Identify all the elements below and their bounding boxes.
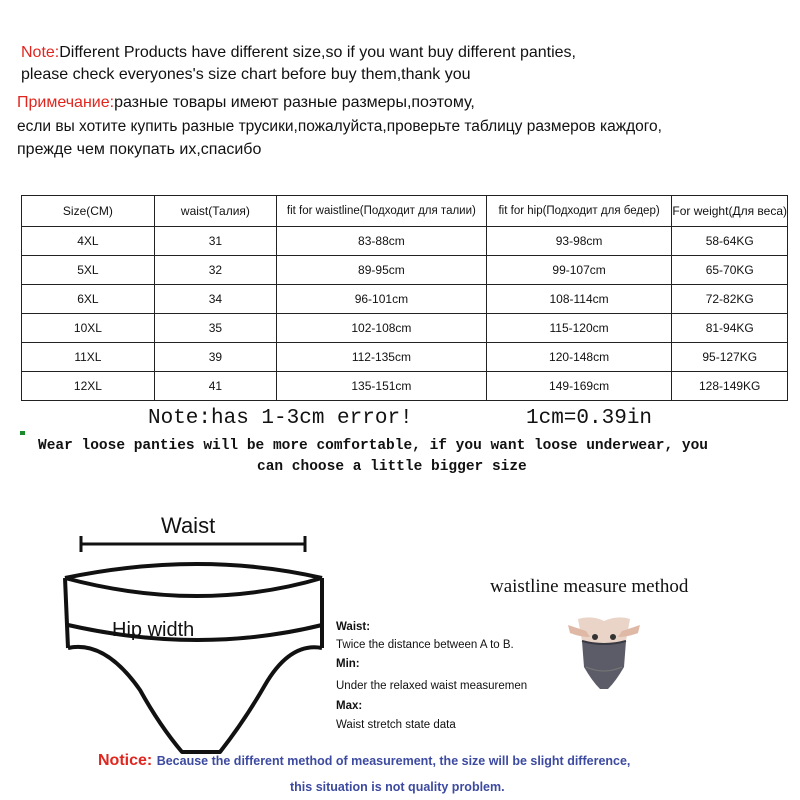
table-row bbox=[22, 227, 788, 256]
max-title: Max: bbox=[336, 700, 363, 712]
russian-note-text-1: разные товары имеют разные размеры,поэтому, bbox=[114, 94, 475, 111]
waist-title: Waist: bbox=[336, 621, 371, 633]
table-cell: 34 bbox=[154, 285, 276, 314]
max-description: Waist stretch state data bbox=[336, 719, 456, 731]
table-row bbox=[22, 314, 788, 343]
hip-width-label: Hip width bbox=[112, 619, 195, 641]
green-mark bbox=[20, 431, 25, 435]
table-row bbox=[22, 256, 788, 285]
notice-line-1 bbox=[98, 752, 630, 770]
header-waist: waist(Талия) bbox=[154, 196, 276, 227]
table-cell: 6XL bbox=[22, 285, 155, 314]
notice-line-2: this situation is not quality problem. bbox=[290, 780, 505, 794]
table-cell: 135-151cm bbox=[277, 372, 487, 401]
table-cell: 112-135cm bbox=[277, 343, 487, 372]
table-row bbox=[22, 285, 788, 314]
table-cell: 12XL bbox=[22, 372, 155, 401]
error-note: Note:has 1-3cm error! bbox=[148, 407, 413, 430]
method-title: waistline measure method bbox=[490, 576, 689, 597]
table-cell: 95-127KG bbox=[672, 343, 788, 372]
header-weight: For weight(Для веса) bbox=[672, 196, 788, 227]
table-row bbox=[22, 343, 788, 372]
table-cell: 58-64KG bbox=[672, 227, 788, 256]
english-note-line-1 bbox=[21, 42, 576, 64]
table-cell: 83-88cm bbox=[277, 227, 487, 256]
loose-note-line-2: can choose a little bigger size bbox=[257, 459, 527, 475]
notice-label: Notice: bbox=[98, 752, 153, 769]
russian-note-label: Примечание: bbox=[17, 94, 115, 111]
table-cell: 11XL bbox=[22, 343, 155, 372]
table-row bbox=[22, 372, 788, 401]
waist-description: Twice the distance between A to B. bbox=[336, 639, 514, 651]
table-cell: 32 bbox=[154, 256, 276, 285]
table-cell: 128-149KG bbox=[672, 372, 788, 401]
waist-label: Waist bbox=[161, 513, 216, 538]
table-cell: 65-70KG bbox=[672, 256, 788, 285]
english-note-text-1: Different Products have different size,so if you want buy different panties, bbox=[59, 44, 576, 61]
panties-outline bbox=[65, 564, 322, 752]
table-cell: 89-95cm bbox=[277, 256, 487, 285]
table-cell: 115-120cm bbox=[486, 314, 672, 343]
waist-measure-arrow bbox=[81, 536, 305, 552]
russian-note-line-1 bbox=[17, 92, 475, 114]
loose-note-line-1: Wear loose panties will be more comfortable, if you want loose underwear, you bbox=[38, 438, 709, 454]
notice-text-1: Because the different method of measurement, the size will be slight difference, bbox=[156, 754, 631, 768]
table-cell: 149-169cm bbox=[486, 372, 672, 401]
table-cell: 102-108cm bbox=[277, 314, 487, 343]
table-cell: 99-107cm bbox=[486, 256, 672, 285]
measure-method-photo bbox=[564, 615, 644, 695]
table-cell: 120-148cm bbox=[486, 343, 672, 372]
header-fit-hip: fit for hip(Подходит для бедер) bbox=[486, 196, 672, 227]
min-title: Min: bbox=[336, 658, 360, 670]
table-cell: 41 bbox=[154, 372, 276, 401]
russian-note-line-3: прежде чем покупать их,спасибо bbox=[17, 141, 262, 158]
table-cell: 39 bbox=[154, 343, 276, 372]
russian-note-line-2: если вы хотите купить разные трусики,пожалуйста,проверьте таблицу размеров каждого, bbox=[17, 118, 662, 135]
table-cell: 31 bbox=[154, 227, 276, 256]
panties-diagram bbox=[60, 530, 340, 760]
table-cell: 10XL bbox=[22, 314, 155, 343]
table-cell: 5XL bbox=[22, 256, 155, 285]
table-cell: 93-98cm bbox=[486, 227, 672, 256]
table-cell: 96-101cm bbox=[277, 285, 487, 314]
min-description: Under the relaxed waist measuremen bbox=[336, 680, 528, 692]
size-chart-table bbox=[21, 195, 788, 401]
table-cell: 4XL bbox=[22, 227, 155, 256]
table-cell: 35 bbox=[154, 314, 276, 343]
table-cell: 108-114cm bbox=[486, 285, 672, 314]
header-fit-waistline: fit for waistline(Подходит для талии) bbox=[277, 196, 487, 227]
table-header-row bbox=[22, 196, 788, 227]
english-note-label: Note: bbox=[21, 44, 60, 61]
header-size: Size(CM) bbox=[22, 196, 155, 227]
english-note-line-2: please check everyones's size chart before buy them,thank you bbox=[21, 66, 471, 83]
table-cell: 72-82KG bbox=[672, 285, 788, 314]
table-cell: 81-94KG bbox=[672, 314, 788, 343]
conversion-note: 1cm=0.39in bbox=[526, 407, 653, 430]
